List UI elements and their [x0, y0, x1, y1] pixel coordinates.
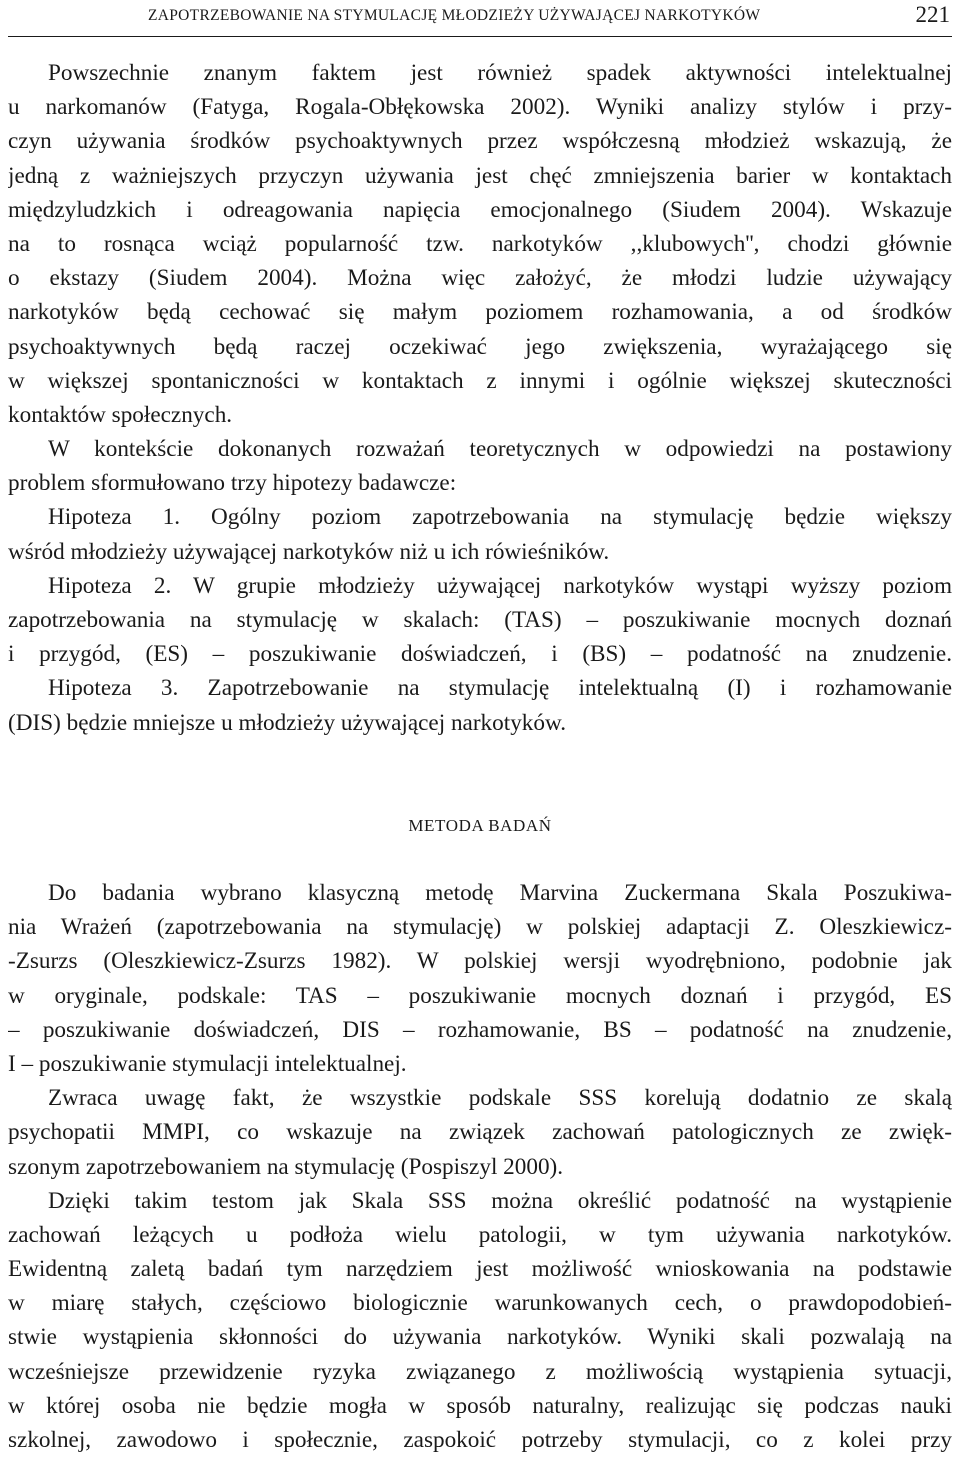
text-line: psychoaktywnych będą raczej oczekiwać jego zwiększenia, wyrażającego się [8, 333, 952, 360]
text-line: Do badania wybrano klasyczną metodę Marvina Zuckermana Skala Poszukiwa- [48, 880, 952, 906]
text-line: psychopatii MMPI, co wskazuje na związek zachowań patologicznych ze zwięk- [8, 1119, 952, 1146]
header-rule [8, 36, 952, 37]
text-line: Zwraca uwagę fakt, że wszystkie podskale SSS korelują dodatnio ze skalą [48, 1085, 952, 1112]
body-text-section-1 [8, 56, 952, 740]
section-heading: METODA BADAŃ [408, 816, 552, 835]
text-line: stwie wystąpienia skłonności do używania narkotyków. Wyniki skali pozwalają na [8, 1324, 952, 1351]
text-line: Hipoteza 3. Zapotrzebowanie na stymulację intelektualną (I) i rozhamowanie [48, 675, 952, 702]
text-line: wcześniejsze przewidzenie ryzyka związanego z możliwością wystąpienia sytuacji, [8, 1358, 952, 1385]
text-line: Hipoteza 1. Ogólny poziom zapotrzebowania na stymulację będzie większy [48, 504, 952, 531]
text-line: u narkomanów (Fatyga, Rogala-Obłękowska 2002). Wyniki analizy stylów i przy- [8, 94, 952, 121]
text-line: szonym zapotrzebowaniem na stymulację (Pospiszyl 2000). [8, 1153, 564, 1180]
text-line: wśród młodzieży używającej narkotyków niż u ich rówieśników. [8, 538, 610, 565]
text-line: szkolnej, zawodowo i społecznie, zaspokoić potrzeby stymulacji, co z kolei przy [8, 1427, 952, 1453]
text-line: zachowań leżących u podłoża wielu patologii, w tym używania narkotyków. [8, 1221, 952, 1248]
page-number: 221 [915, 2, 950, 27]
text-line: na to rosnąca wciąż popularność tzw. narkotyków ,,klubowych'', chodzi głównie [8, 230, 952, 257]
text-line: Powszechnie znanym faktem jest również spadek aktywności intelektualnej [48, 60, 952, 86]
text-line: w której osoba nie będzie mogła w sposób naturalny, realizując się podczas nauki [8, 1392, 952, 1419]
text-line: kontaktów społecznych. [8, 401, 233, 428]
text-line: I – poszukiwanie stymulacji intelektualnej. [8, 1050, 407, 1077]
text-line: w miarę stałych, częściowo biologicznie warunkowanych cech, o prawdopodobień- [8, 1290, 952, 1317]
page-header [8, 0, 952, 32]
text-line: czyn używania środków psychoaktywnych przez współczesną młodzież wskazują, że [8, 128, 952, 155]
text-line: w oryginale, podskale: TAS – poszukiwanie mocnych doznań i przygód, ES [8, 982, 952, 1009]
text-line: o ekstazy (Siudem 2004). Można więc założyć, że młodzi ludzie używający [8, 265, 952, 292]
text-line: Ewidentną zaletą badań tym narzędziem jest możliwość wnioskowania na podstawie [8, 1256, 952, 1283]
text-line: narkotyków będą cechować się małym poziomem rozhamowania, a od środków [8, 299, 952, 326]
text-line: jedną z ważniejszych przyczyn używania jest chęć zmniejszenia barier w kontaktach [8, 162, 952, 189]
running-head: ZAPOTRZEBOWANIE NA STYMULACJĘ MŁODZIEŻY UŻYWAJĄCEJ NARKOTYKÓW [148, 7, 761, 24]
text-line: Dzięki takim testom jak Skala SSS można określić podatność na wystąpienie [48, 1187, 952, 1214]
text-line: międzyludzkich i odreagowania napięcia emocjonalnego (Siudem 2004). Wskazuje [8, 196, 952, 223]
text-line: i przygód, (ES) – poszukiwanie doświadczeń, i (BS) – podatność na znudzenie. [8, 641, 952, 668]
text-line: w większej spontaniczności w kontaktach z innymi i ogólnie większej skuteczności [8, 367, 952, 394]
text-line: Hipoteza 2. W grupie młodzieży używającej narkotyków wystąpi wyższy poziom [48, 572, 952, 599]
text-line: problem sformułowano trzy hipotezy badawcze: [8, 470, 457, 497]
body-text-section-2 [8, 876, 952, 1457]
text-line: (DIS) będzie mniejsze u młodzieży używającej narkotyków. [8, 709, 567, 736]
text-line: -Zsurzs (Oleszkiewicz-Zsurzs 1982). W polskiej wersji wyodrębniono, podobnie jak [8, 948, 952, 975]
text-line: W kontekście dokonanych rozważań teoretycznych w odpowiedzi na postawiony [48, 436, 952, 463]
text-line: – poszukiwanie doświadczeń, DIS – rozhamowanie, BS – podatność na znudzenie, [8, 1016, 952, 1043]
text-line: zapotrzebowania na stymulację w skalach: (TAS) – poszukiwanie mocnych doznań [8, 607, 952, 633]
text-line: nia Wrażeń (zapotrzebowania na stymulację) w polskiej adaptacji Z. Oleszkiewicz- [8, 914, 952, 941]
